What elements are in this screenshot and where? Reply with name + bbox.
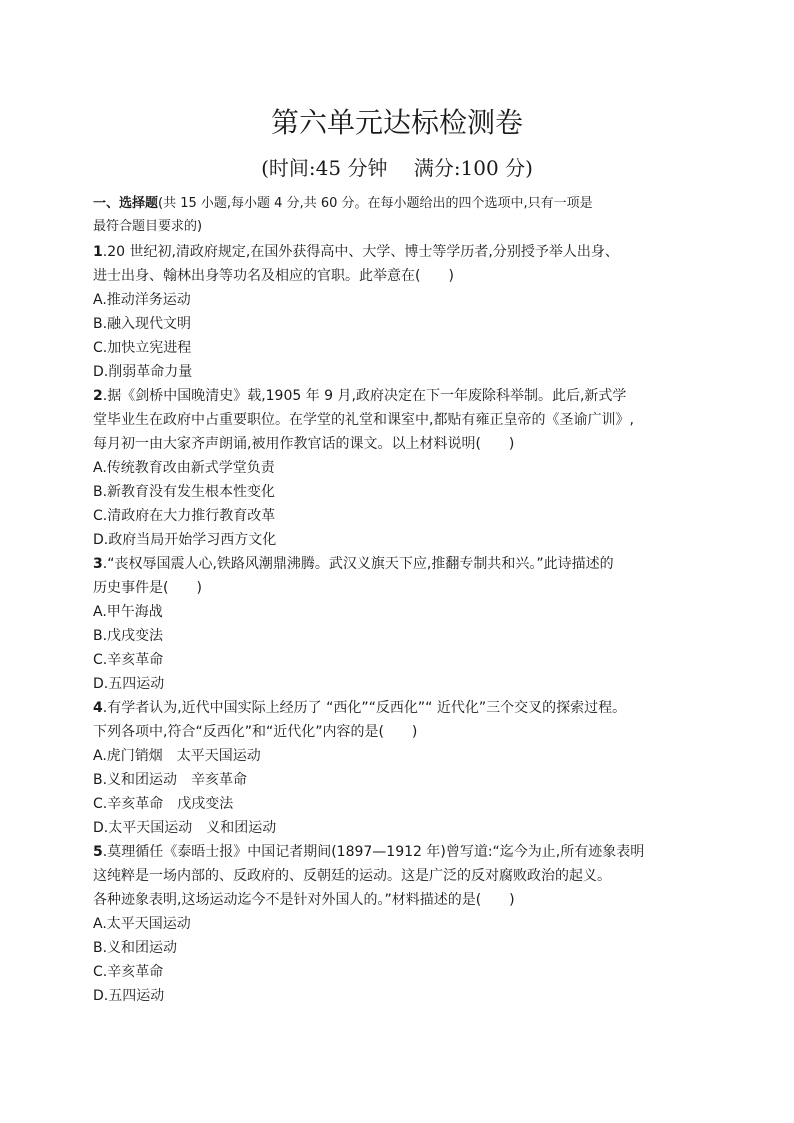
question-number: 3 — [93, 556, 103, 572]
question-stem-line: 进士出身、翰林出身等功名及相应的官职。此举意在( ) — [93, 268, 454, 284]
question-3 — [93, 552, 733, 696]
option-a[interactable]: A.推动洋务运动 — [93, 292, 191, 308]
question-number: 2 — [93, 388, 103, 404]
option-c[interactable]: C.清政府在大力推行教育改革 — [93, 508, 276, 524]
option-b[interactable]: B.新教育没有发生根本性变化 — [93, 484, 276, 500]
option-a[interactable]: A.甲午海战 — [93, 604, 163, 620]
exam-time-score: (时间:45 分钟 满分:100 分) — [261, 156, 533, 180]
question-stem-line: 各种迹象表明,这场运动迄今不是针对外国人的。”材料描述的是( ) — [93, 892, 515, 908]
question-stem-line — [93, 840, 733, 864]
question-list — [93, 240, 733, 1008]
option-d[interactable]: D.五四运动 — [93, 676, 165, 692]
question-stem-text: .20 世纪初,清政府规定,在国外获得高中、大学、博士等学历者,分别授予举人出身、 — [102, 244, 619, 260]
option-c[interactable]: C.加快立宪进程 — [93, 340, 192, 356]
option-a[interactable]: A.太平天国运动 — [93, 916, 191, 932]
option-d[interactable]: D.太平天国运动 义和团运动 — [93, 820, 277, 836]
section-desc-line-1: (共 15 小题,每小题 4 分,共 60 分。在每小题给出的四个选项中,只有一项是 — [158, 196, 593, 211]
question-stem-line — [93, 384, 733, 408]
question-number: 5 — [93, 844, 103, 860]
question-stem-text: .莫理循任《泰晤士报》中国记者期间(1897—1912 年)曾写道:“迄今为止,所有迹象表明 — [102, 844, 645, 860]
option-a[interactable]: A.传统教育改由新式学堂负责 — [93, 460, 275, 476]
question-stem-text: .有学者认为,近代中国实际上经历了 “西化”“反西化”“ 近代化”三个交叉的探索过程。 — [102, 700, 627, 716]
option-a[interactable]: A.虎门销烟 太平天国运动 — [93, 748, 261, 764]
option-d[interactable]: D.五四运动 — [93, 988, 165, 1004]
question-2 — [93, 384, 733, 552]
option-b[interactable]: B.义和团运动 辛亥革命 — [93, 772, 248, 788]
question-4 — [93, 696, 733, 840]
question-1 — [93, 240, 733, 384]
option-b[interactable]: B.融入现代文明 — [93, 316, 192, 332]
question-stem-line — [93, 552, 733, 576]
option-d[interactable]: D.政府当局开始学习西方文化 — [93, 532, 277, 548]
option-c[interactable]: C.辛亥革命 — [93, 964, 164, 980]
option-d[interactable]: D.削弱革命力量 — [93, 364, 193, 380]
question-stem-line: 每月初一由大家齐声朗诵,被用作教官话的课文。以上材料说明( ) — [93, 436, 515, 452]
question-number: 4 — [93, 700, 103, 716]
section-desc-line-2: 最符合题目要求的) — [93, 219, 203, 234]
option-b[interactable]: B.戊戌变法 — [93, 628, 164, 644]
question-number: 1 — [93, 244, 103, 260]
question-stem-line: 下列各项中,符合“反西化”和“近代化”内容的是( ) — [93, 724, 418, 740]
option-b[interactable]: B.义和团运动 — [93, 940, 178, 956]
question-stem-line: 堂毕业生在政府中占重要职位。在学堂的礼堂和课室中,都贴有雍正皇帝的《圣谕广训》, — [93, 412, 634, 428]
option-c[interactable]: C.辛亥革命 — [93, 652, 164, 668]
option-c[interactable]: C.辛亥革命 戊戌变法 — [93, 796, 234, 812]
question-stem-line — [93, 696, 733, 720]
page-title: 第六单元达标检测卷 — [270, 106, 523, 139]
question-stem-line — [93, 240, 733, 264]
question-stem-line: 这纯粹是一场内部的、反政府的、反朝廷的运动。这是广泛的反对腐败政治的起义。 — [93, 868, 611, 884]
section-heading: 一、选择题 — [93, 196, 159, 211]
question-5 — [93, 840, 733, 1008]
question-stem-text: .“丧权辱国震人心,铁路风潮鼎沸腾。武汉义旗天下应,推翻专制共和兴。”此诗描述的 — [102, 556, 614, 572]
section-header — [93, 192, 723, 238]
question-stem-line: 历史事件是( ) — [93, 580, 202, 596]
question-stem-text: .据《剑桥中国晚清史》载,1905 年 9 月,政府决定在下一年废除科举制。此后,新式学 — [102, 388, 627, 404]
